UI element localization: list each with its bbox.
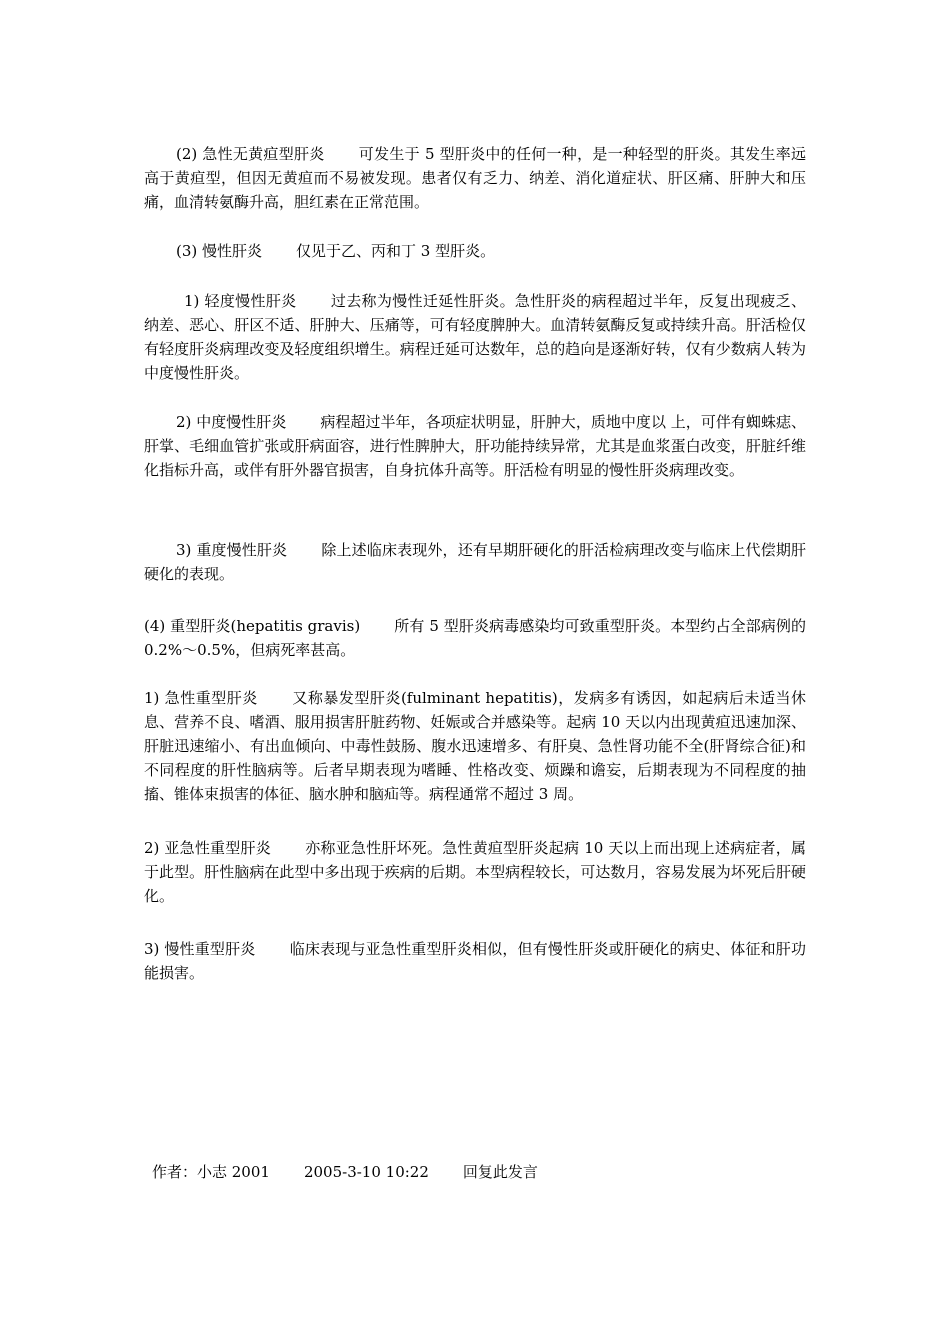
post-datetime: 2005-3-10 10:22 — [303, 1163, 429, 1181]
paragraph-heading: (3) 慢性肝炎 — [176, 242, 263, 260]
paragraph-body: 临床表现与亚急性重型肝炎相似，但有慢性肝炎或肝硬化的病史、体征和肝功能损害。 — [144, 940, 806, 982]
paragraph-heading: 3) 重度慢性肝炎 — [176, 541, 288, 559]
post-footer — [152, 1160, 538, 1184]
paragraph-moderate-chronic-hepatitis — [144, 410, 806, 482]
post-author: 作者：小志 2001 — [152, 1163, 270, 1181]
paragraph-acute-severe-hepatitis — [144, 686, 806, 806]
paragraph-chronic-hepatitis — [144, 239, 806, 263]
paragraph-body: 又称暴发型肝炎(fulminant hepatitis)，发病多有诱因，如起病后未适当休息、营养不良、嗜酒、服用损害肝脏药物、妊娠或合并感染等。起病 10 天以内出现黄疸迅速加深、肝脏迅速缩小、有出血倾向、中毒性鼓肠、腹水迅速增多、有肝臭、急性肾功能不全(肝肾综合征)和不同程度的肝性脑病等。后者早期表现为嗜睡、性格改变、烦躁和谵妄，后期表现为不同程度的抽搐、锥体束损害的体征、脑水肿和脑疝等。病程通常不超过 3 周。 — [144, 689, 806, 803]
paragraph-heading: 2) 中度慢性肝炎 — [176, 413, 287, 431]
paragraph-heading: (2) 急性无黄疸型肝炎 — [176, 145, 325, 163]
paragraph-heading: 3) 慢性重型肝炎 — [144, 940, 256, 958]
paragraph-heading: (4) 重型肝炎(hepatitis gravis) — [144, 617, 361, 635]
paragraph-acute-anicteric-hepatitis — [144, 142, 806, 214]
paragraph-heading: 1) 急性重型肝炎 — [144, 689, 258, 707]
paragraph-body: 仅见于乙、丙和丁 3 型肝炎。 — [296, 242, 496, 260]
paragraph-body: 除上述临床表现外，还有早期肝硬化的肝活检病理改变与临床上代偿期肝硬化的表现。 — [144, 541, 806, 583]
paragraph-body: 可发生于 5 型肝炎中的任何一种，是一种轻型的肝炎。其发生率远高于黄疸型，但因无黄疸而不易被发现。患者仅有乏力、纳差、消化道症状、肝区痛、肝肿大和压痛，血清转氨酶升高，胆红素在正常范围。 — [144, 145, 806, 211]
paragraph-severe-chronic-hepatitis — [144, 538, 806, 586]
paragraph-heading: 1) 轻度慢性肝炎 — [184, 292, 297, 310]
paragraph-body: 亦称亚急性肝坏死。急性黄疸型肝炎起病 10 天以上而出现上述病症者，属于此型。肝性脑病在此型中多出现于疾病的后期。本型病程较长，可达数月，容易发展为坏死后肝硬化。 — [144, 839, 806, 905]
paragraph-body: 病程超过半年，各项症状明显，肝肿大，质地中度以 上，可伴有蜘蛛痣、肝掌、毛细血管扩张或肝病面容，进行性脾肿大，肝功能持续异常，尤其是血浆蛋白改变，肝脏纤维化指标升高，或伴有肝外器官损害，自身抗体升高等。肝活检有明显的慢性肝炎病理改变。 — [144, 413, 806, 479]
paragraph-mild-chronic-hepatitis — [144, 289, 806, 385]
paragraph-hepatitis-gravis — [144, 614, 806, 662]
paragraph-body: 过去称为慢性迁延性肝炎。急性肝炎的病程超过半年，反复出现疲乏、纳差、恶心、肝区不适、肝肿大、压痛等，可有轻度脾肿大。血清转氨酶反复或持续升高。肝活检仅有轻度肝炎病理改变及轻度组织增生。病程迁延可达数年，总的趋向是逐渐好转，仅有少数病人转为中度慢性肝炎。 — [144, 292, 806, 382]
paragraph-chronic-severe-hepatitis — [144, 937, 806, 985]
paragraph-subacute-severe-hepatitis — [144, 836, 806, 908]
paragraph-heading: 2) 亚急性重型肝炎 — [144, 839, 271, 857]
reply-link[interactable]: 回复此发言 — [462, 1163, 538, 1181]
paragraph-body: 所有 5 型肝炎病毒感染均可致重型肝炎。本型约占全部病例的 0.2%～0.5%，但病死率甚高。 — [144, 617, 806, 659]
